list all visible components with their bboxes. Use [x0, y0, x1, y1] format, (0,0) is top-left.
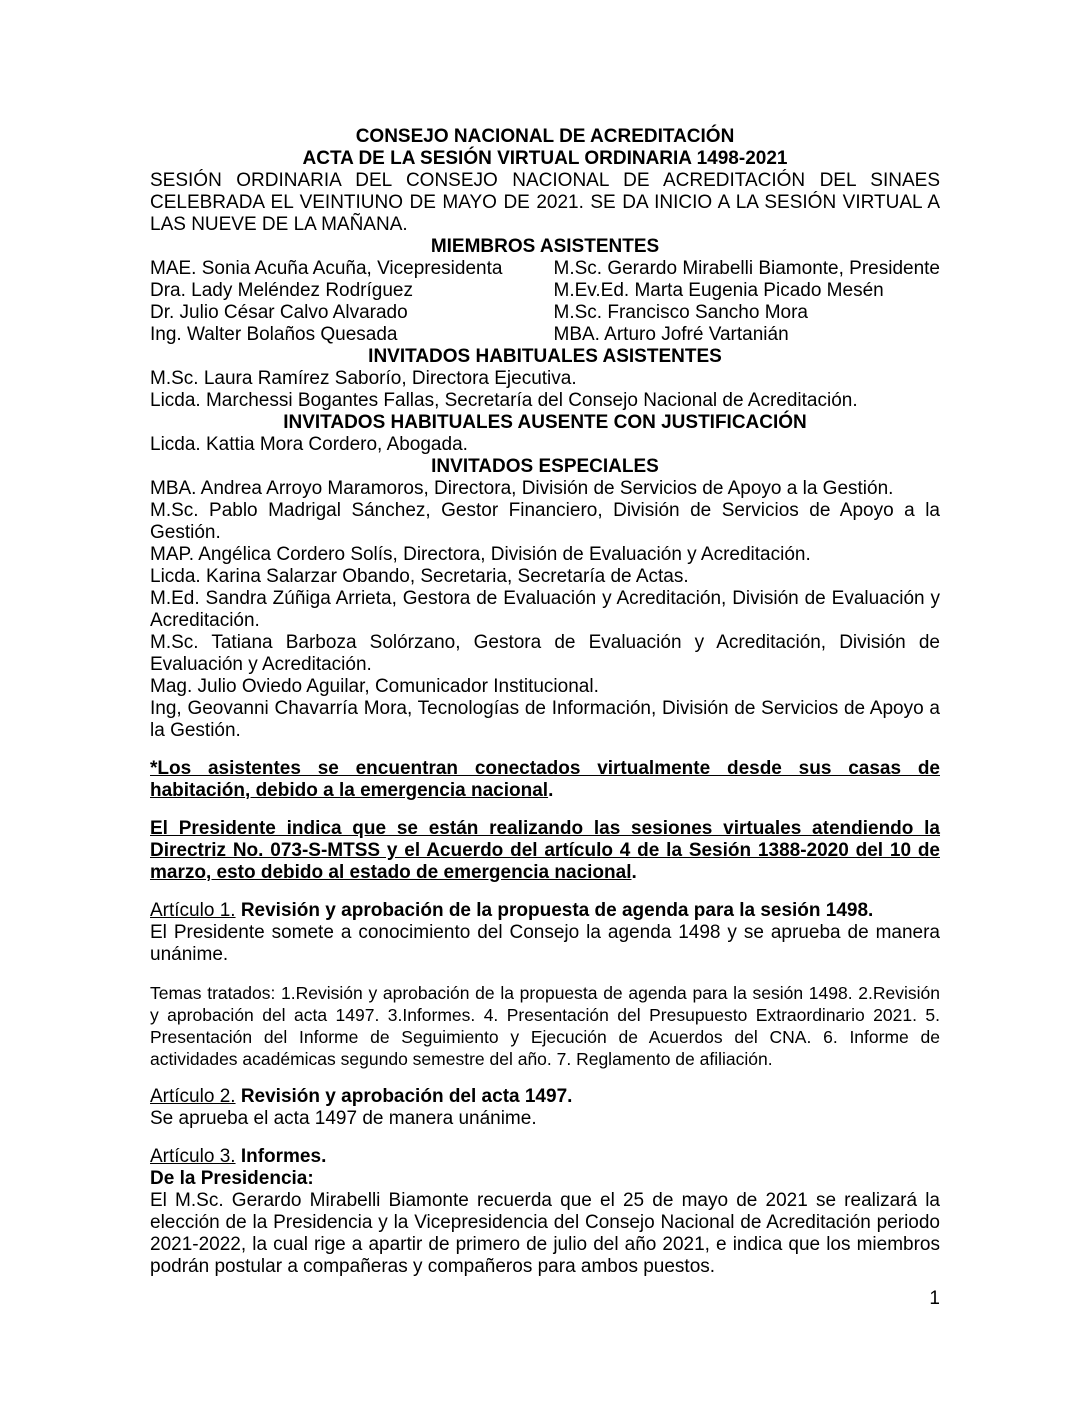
section-heading: CONSEJO NACIONAL DE ACREDITACIÓN: [355, 126, 735, 147]
paragraph: Se aprueba el acta 1497 de manera unánime.: [150, 1108, 537, 1129]
text-run: Revisión y aprobación de la propuesta de agenda para la sesión 1498.: [240, 900, 874, 921]
articulo-3-heading: [150, 1146, 940, 1168]
paragraph: Mag. Julio Oviedo Aguilar, Comunicador Institucional.: [150, 676, 599, 697]
text-run: Artículo 1.: [150, 900, 236, 921]
paragraph: M.Ed. Sandra Zúñiga Arrieta, Gestora de Evaluación y Acreditación, División de Evaluación y Acreditación.: [150, 588, 940, 631]
articulo-1-heading: [150, 900, 940, 922]
attendee-name: M.Sc. Gerardo Mirabelli Biamonte, Presidente: [553, 258, 940, 279]
paragraph: SESIÓN ORDINARIA DEL CONSEJO NACIONAL DE ACREDITACIÓN DEL SINAES CELEBRADA EL VEINTIUNO DE MAYO DE 2021. SE DA INICIO A LA SESIÓN VIRTUAL A LAS NUEVE DE LA MAÑANA.: [150, 170, 940, 235]
text-run: .: [548, 780, 554, 801]
paragraph: MBA. Andrea Arroyo Maramoros, Directora, División de Servicios de Apoyo a la Gestión.: [150, 478, 894, 499]
paragraph: M.Sc. Laura Ramírez Saborío, Directora Ejecutiva.: [150, 368, 577, 389]
paragraph: M.Sc. Tatiana Barboza Solórzano, Gestora de Evaluación y Acreditación, División de Evaluación y Acreditación.: [150, 632, 940, 675]
attendee-name: Dra. Lady Meléndez Rodríguez: [150, 280, 413, 301]
paragraph: M.Sc. Pablo Madrigal Sánchez, Gestor Financiero, División de Servicios de Apoyo a la Gestión.: [150, 500, 940, 543]
attendees-column-right: [554, 258, 941, 346]
note-virtual-attendance: [150, 758, 940, 802]
text-run: Artículo 3.: [150, 1146, 236, 1167]
paragraph: El M.Sc. Gerardo Mirabelli Biamonte recuerda que el 25 de mayo de 2021 se realizará la elección de la Presidencia y la Vicepresidencia del Consejo Nacional de Acreditación periodo 2021-2022, la cual rige a apartir de primero de julio del año 2021, e indica que los miembros podrán postular a compañeras y compañeros para ambos puestos.: [150, 1190, 940, 1277]
section-heading: INVITADOS HABITUALES ASISTENTES: [368, 346, 722, 367]
attendee-name: Dr. Julio César Calvo Alvarado: [150, 302, 408, 323]
text-run: Revisión y aprobación del acta 1497.: [240, 1086, 573, 1107]
attendee-name: M.Sc. Francisco Sancho Mora: [553, 302, 808, 323]
attendee-name: Ing. Walter Bolaños Quesada: [150, 324, 398, 345]
attendee-name: M.Ev.Ed. Marta Eugenia Picado Mesén: [553, 280, 884, 301]
articulo-2-heading: [150, 1086, 940, 1108]
page-number: 1: [929, 1288, 940, 1309]
paragraph: Licda. Kattia Mora Cordero, Abogada.: [150, 434, 468, 455]
text-run: *Los asistentes se encuentran conectados virtualmente desde sus casas de habitación, debido a la emergencia nacional: [150, 758, 940, 801]
attendees-columns: [150, 258, 940, 346]
text-run: .: [631, 862, 637, 883]
text-run: El Presidente indica que se están realizando las sesiones virtuales atendiendo la Directriz No. 073-S-MTSS y el Acuerdo del artículo 4 de la Sesión 1388-2020 del 10 de marzo, esto debido al estado de emergencia nacional: [150, 818, 940, 883]
paragraph: De la Presidencia:: [150, 1168, 314, 1189]
paragraph: Licda. Karina Salarzar Obando, Secretaria, Secretaría de Actas.: [150, 566, 689, 587]
paragraph: Licda. Marchessi Bogantes Fallas, Secretaría del Consejo Nacional de Acreditación.: [150, 390, 858, 411]
attendees-column-left: [150, 258, 554, 346]
paragraph: MAP. Angélica Cordero Solís, Directora, División de Evaluación y Acreditación.: [150, 544, 811, 565]
document-content: [150, 126, 940, 1278]
section-heading: ACTA DE LA SESIÓN VIRTUAL ORDINARIA 1498-2021: [302, 148, 788, 169]
paragraph: Ing, Geovanni Chavarría Mora, Tecnologías de Información, División de Servicios de Apoyo a la Gestión.: [150, 698, 940, 741]
text-run: Informes.: [240, 1146, 327, 1167]
text-run: Artículo 2.: [150, 1086, 236, 1107]
section-heading: MIEMBROS ASISTENTES: [430, 236, 660, 257]
paragraph: Temas tratados: 1.Revisión y aprobación de la propuesta de agenda para la sesión 1498. 2.Revisión y aprobación del acta 1497. 3.Informes. 4. Presentación del Presupuesto Extraordinario 2021. 5. Presentación del Informe de Seguimiento y Ejecución de Acuerdos del CNA. 6. Informe de actividades académicas segundo semestre del año. 7. Reglamento de afiliación.: [150, 983, 940, 1069]
note-directriz: [150, 818, 940, 884]
section-heading: INVITADOS ESPECIALES: [431, 456, 659, 477]
attendee-name: MAE. Sonia Acuña Acuña, Vicepresidenta: [150, 258, 503, 279]
attendee-name: MBA. Arturo Jofré Vartanián: [553, 324, 789, 345]
paragraph: El Presidente somete a conocimiento del Consejo la agenda 1498 y se aprueba de manera unánime.: [150, 922, 940, 965]
section-heading: INVITADOS HABITUALES AUSENTE CON JUSTIFICACIÓN: [283, 412, 807, 433]
